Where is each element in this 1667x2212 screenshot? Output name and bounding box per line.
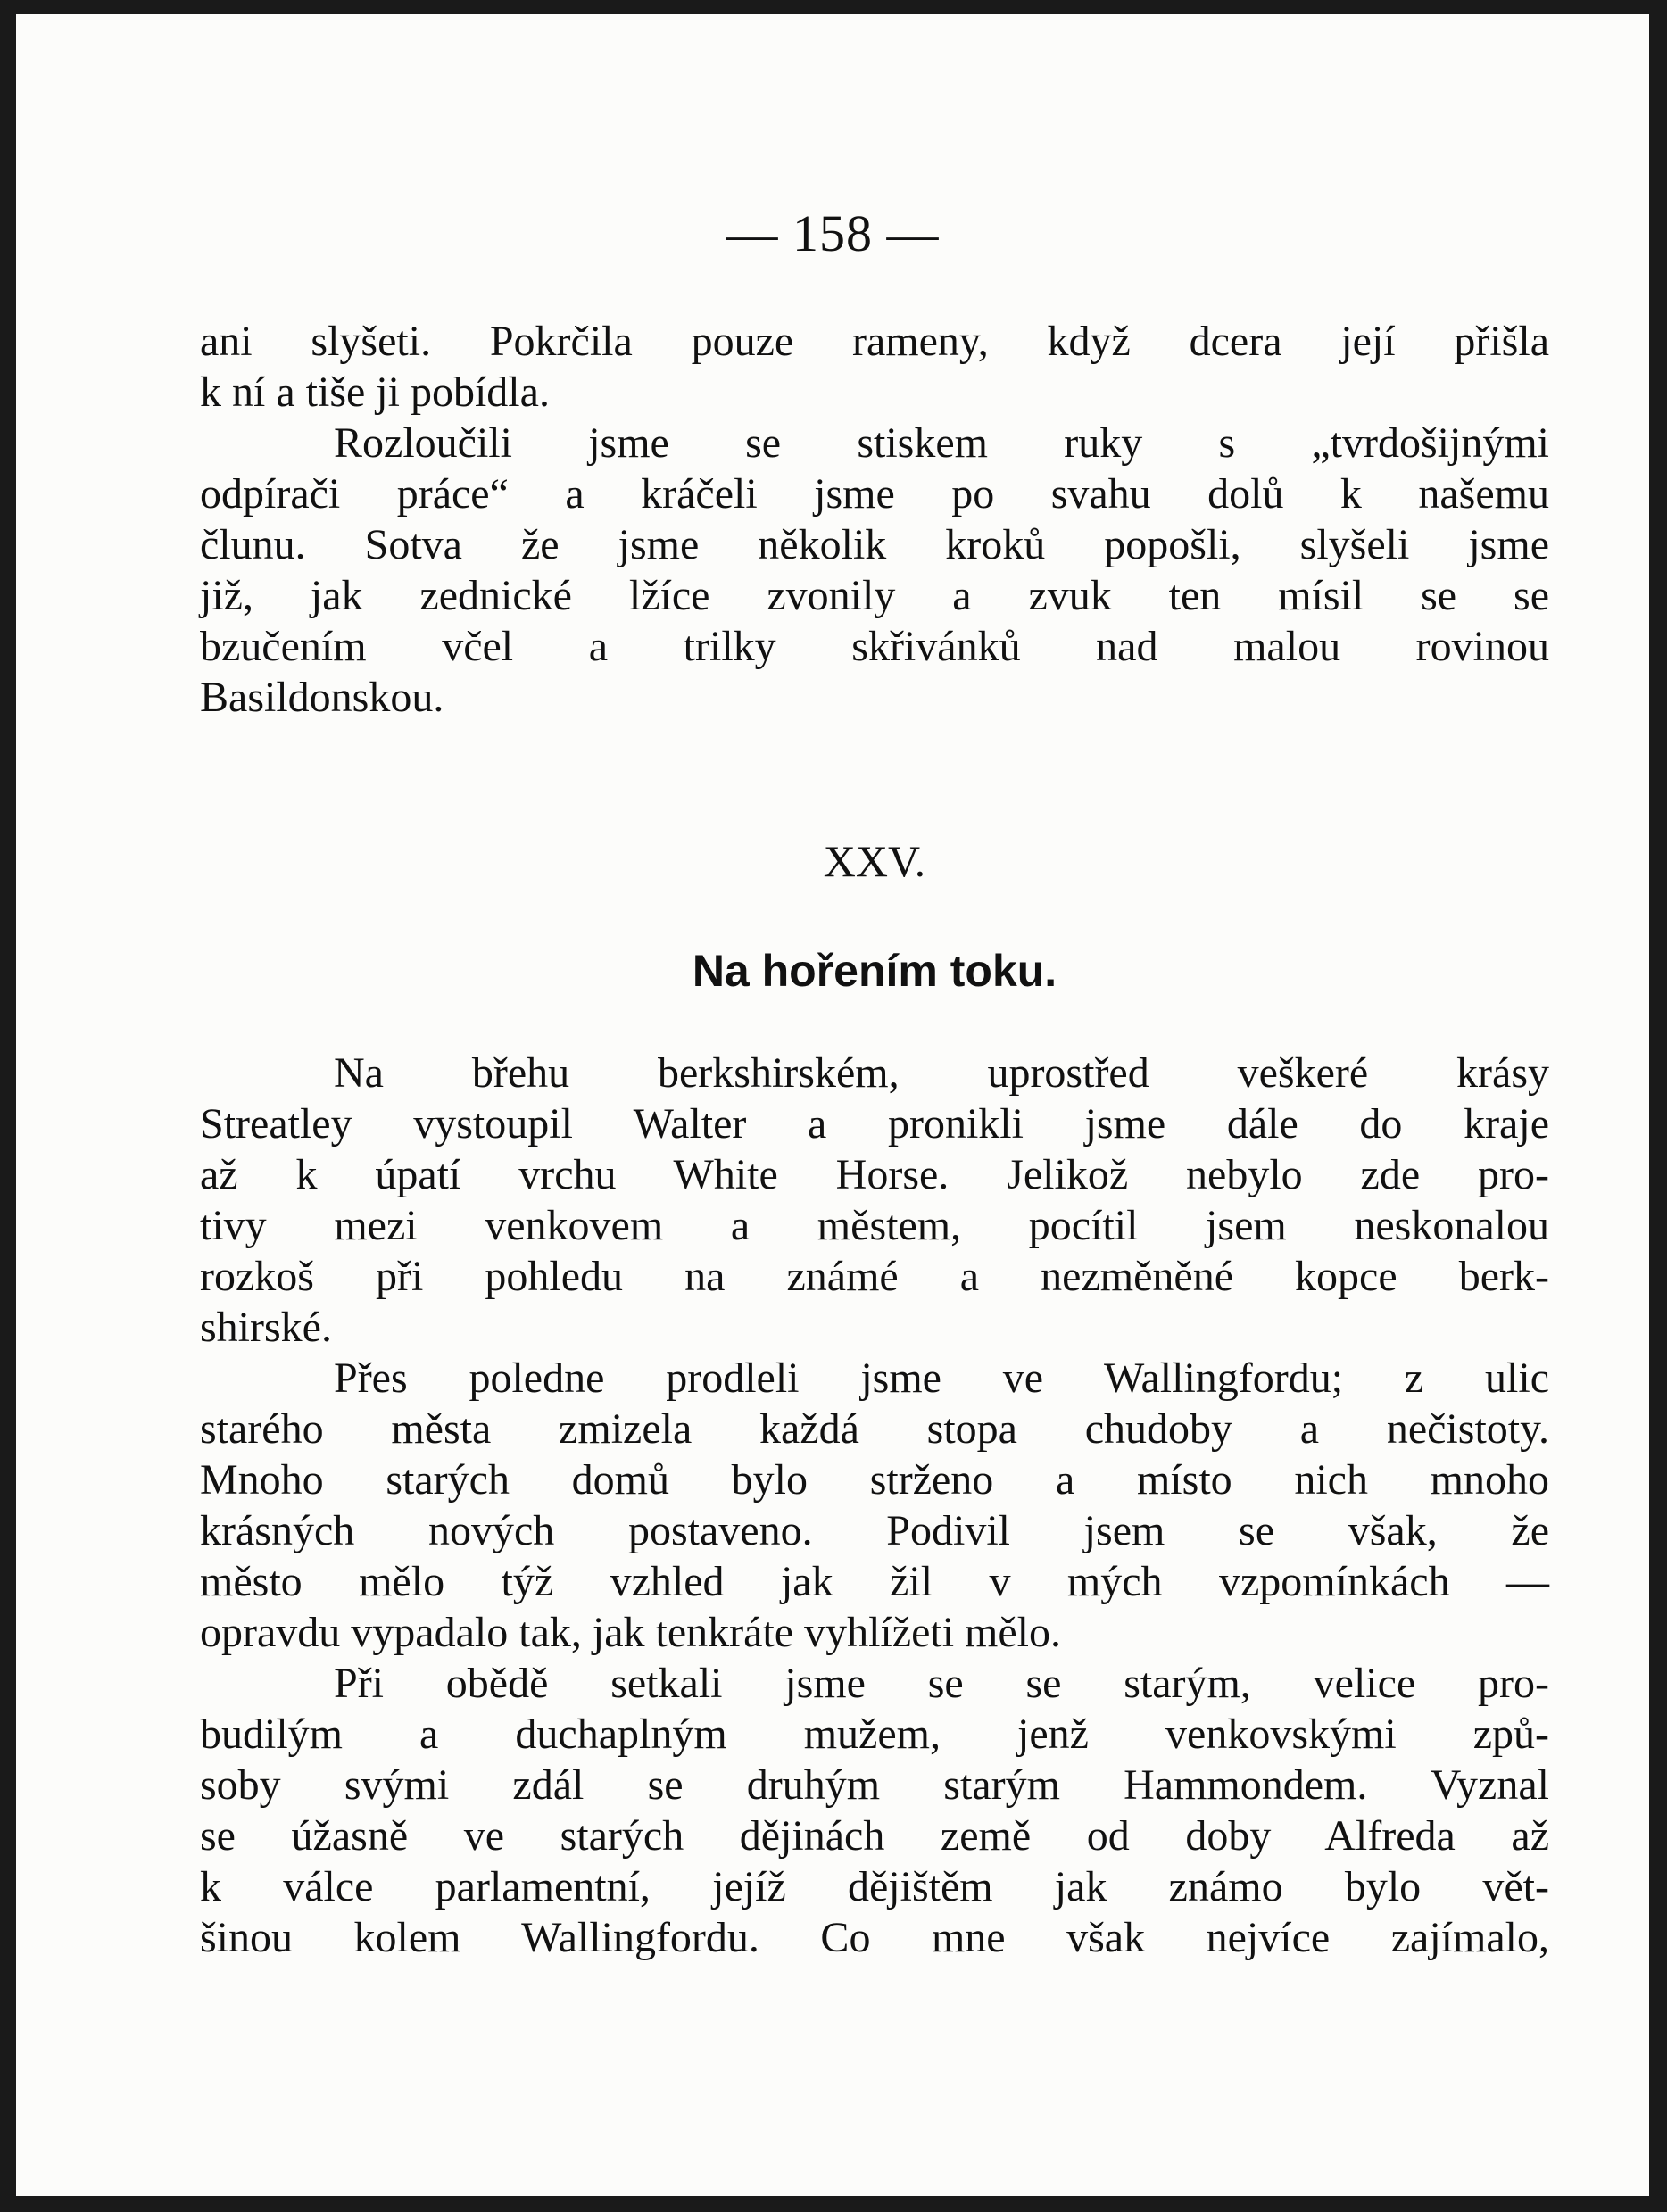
chapter-title: Na hořením toku.	[692, 946, 1057, 996]
text-line: bzučením včel a trilky skřivánků nad malou rovinou	[200, 623, 1549, 670]
text-line: již, jak zednické lžíce zvonily a zvuk ten mísil se se	[200, 572, 1549, 619]
text-line: šinou kolem Wallingfordu. Co mne však nejvíce zajímalo,	[200, 1914, 1549, 1961]
text-line: Streatley vystoupil Walter a pronikli jsme dále do kraje	[200, 1100, 1549, 1147]
text-line: až k úpatí vrchu White Horse. Jelikož nebylo zde pro-	[200, 1151, 1549, 1198]
text-line: Rozloučili jsme se stiskem ruky s „tvrdošijnými	[334, 419, 1549, 467]
text-line: Basildonskou.	[200, 674, 444, 721]
chapter-paragraph-1	[200, 1048, 1549, 1353]
text-line: shirské.	[200, 1304, 332, 1351]
chapter-paragraph-2	[200, 1353, 1549, 1658]
text-line: ani slyšeti. Pokrčila pouze rameny, když dcera její přišla	[200, 318, 1549, 365]
text-line: Při obědě setkali jsme se se starým, velice pro-	[334, 1660, 1549, 1707]
book-page	[16, 14, 1649, 2196]
page-number: — 158 —	[726, 204, 940, 262]
text-line: Na břehu berkshirském, uprostřed veškeré krásy	[334, 1049, 1549, 1097]
text-line: se úžasně ve starých dějinách země od doby Alfreda až	[200, 1812, 1549, 1860]
text-line: soby svými zdál se druhým starým Hammondem. Vyznal	[200, 1761, 1549, 1809]
text-line: odpírači práce“ a kráčeli jsme po svahu dolů k našemu	[200, 470, 1549, 518]
text-line: člunu. Sotva že jsme několik kroků popošli, slyšeli jsme	[200, 521, 1549, 568]
text-line: krásných nových postaveno. Podivil jsem se však, že	[200, 1507, 1549, 1554]
text-line: opravdu vypadalo tak, jak tenkráte vyhlížeti mělo.	[200, 1609, 1062, 1656]
chapter-paragraph-3	[200, 1658, 1549, 1963]
chapter-heading	[200, 14, 1549, 1085]
text-line: město mělo týž vzhled jak žil v mých vzpomínkách —	[200, 1558, 1549, 1605]
text-line: starého města zmizela každá stopa chudoby a nečistoty.	[200, 1405, 1549, 1453]
text-line: k válce parlamentní, jejíž dějištěm jak známo bylo vět-	[200, 1863, 1549, 1910]
chapter-number: XXV.	[823, 836, 926, 886]
text-line: Mnoho starých domů bylo strženo a místo nich mnoho	[200, 1456, 1549, 1504]
text-line: tivy mezi venkovem a městem, pocítil jsem neskonalou	[200, 1202, 1549, 1249]
text-line: budilým a duchaplným mužem, jenž venkovskými způ-	[200, 1711, 1549, 1758]
text-line: rozkoš při pohledu na známé a nezměněné kopce berk-	[200, 1253, 1549, 1300]
text-line: k ní a tiše ji pobídla.	[200, 369, 550, 416]
text-line: Přes poledne prodleli jsme ve Wallingfordu; z ulic	[334, 1355, 1549, 1402]
